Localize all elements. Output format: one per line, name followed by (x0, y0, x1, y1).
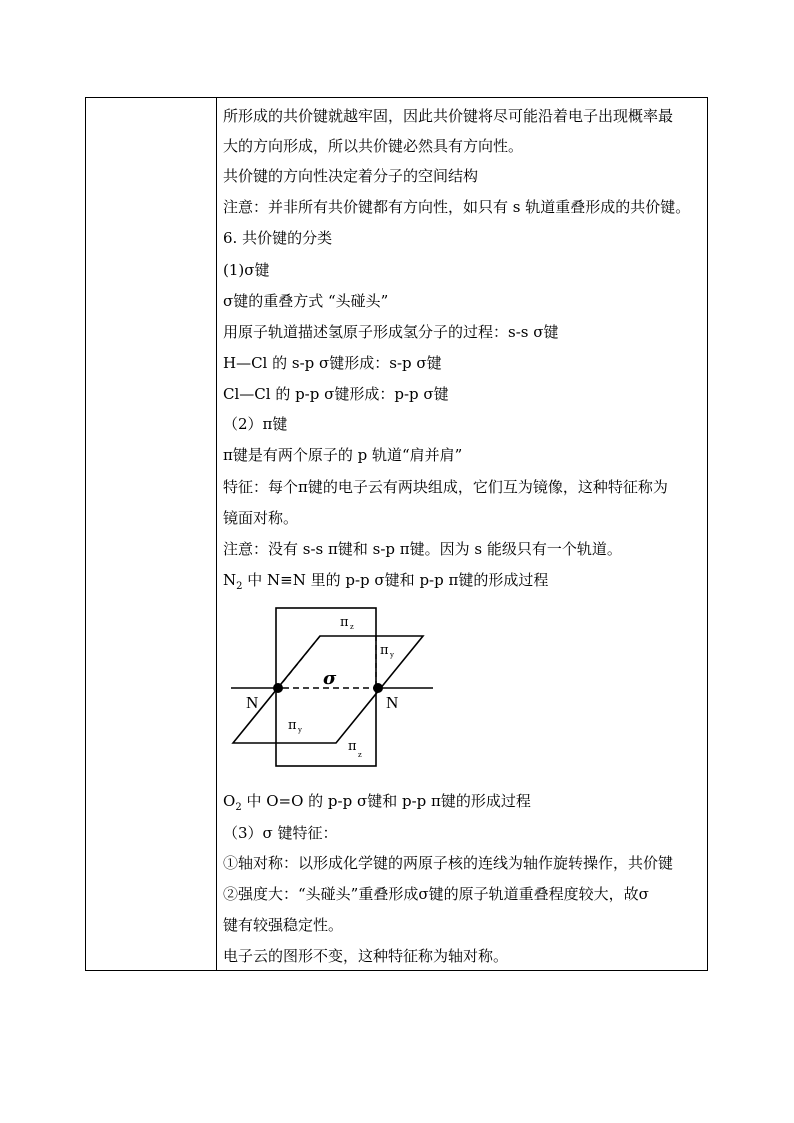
text-line-n2 (223, 570, 548, 597)
nucleus-left (273, 683, 283, 693)
nucleus-right (373, 683, 383, 693)
pi-z-top-label: π (340, 615, 349, 630)
subsection-sigma: (1)σ键 (223, 261, 270, 279)
text-line-3: 共价键的方向性决定着分子的空间结构 (223, 167, 479, 185)
text-line-stability: 键有较强稳定性。 (223, 916, 344, 934)
text-line-hcl: H—Cl 的 s-p σ键形成：s-p σ键 (223, 354, 442, 372)
section-heading-6: 6. 共价键的分类 (223, 229, 333, 247)
text-line-electron-cloud: 电子云的图形不变，这种特征称为轴对称。 (223, 947, 509, 965)
o2-symbol: O (223, 792, 236, 810)
o2-text: 中 O=O 的 p-p σ键和 p-p π键的形成过程 (241, 792, 531, 810)
text-line-hydrogen: 用原子轨道描述氢原子形成氢分子的过程：s-s σ键 (223, 323, 559, 341)
text-line-1: 所形成的共价键就越牢固，因此共价键将尽可能沿着电子出现概率最 (223, 107, 674, 125)
text-line-pi-shoulder: π键是有两个原子的 p 轨道“肩并肩” (223, 446, 463, 464)
content-table (85, 97, 708, 971)
n2-subscript: 2 (236, 581, 243, 592)
o2-subscript: 2 (235, 802, 242, 813)
n-right-label: N (386, 693, 399, 712)
pi-z-bottom-label: π (348, 739, 357, 754)
pi-z-top-sub: z (350, 623, 354, 631)
n-left-label: N (246, 693, 259, 712)
pi-z-bottom-sub: z (358, 751, 362, 759)
subsection-sigma-features: （3）σ 键特征： (223, 824, 338, 842)
text-line-pi-feature: 特征：每个π键的电子云有两块组成，它们互为镜像，这种特征称为 (223, 478, 668, 496)
pi-y-left-sub: y (298, 726, 302, 734)
horizontal-plane (233, 636, 423, 743)
pi-y-right-label: π (380, 643, 389, 658)
sigma-label: σ (323, 668, 337, 689)
text-line-pi-note: 注意：没有 s-s π键和 s-p π键。因为 s 能级只有一个轨道。 (223, 540, 622, 558)
text-line-2: 大的方向形成，所以共价键必然具有方向性。 (223, 137, 524, 155)
text-line-o2 (223, 791, 531, 818)
text-line-clcl: Cl—Cl 的 p-p σ键形成：p-p σ键 (223, 385, 449, 403)
pi-y-right-sub: y (390, 651, 394, 659)
n2-bond-diagram (228, 606, 438, 771)
n2-text: 中 N≡N 里的 p-p σ键和 p-p π键的形成过程 (242, 571, 549, 589)
pi-y-left-label: π (288, 718, 297, 733)
text-line-axial-symmetry: ①轴对称：以形成化学键的两原子核的连线为轴作旋转操作，共价键 (223, 854, 674, 872)
left-column-cell (86, 98, 217, 970)
text-line-mirror: 镜面对称。 (223, 509, 299, 527)
text-line-strength: ②强度大：“头碰头”重叠形成σ键的原子轨道重叠程度较大，故σ (223, 885, 649, 903)
text-line-4: 注意：并非所有共价键都有方向性，如只有 s 轨道重叠形成的共价键。 (223, 198, 691, 216)
n2-bond-svg (228, 606, 438, 771)
n2-symbol: N (223, 571, 237, 589)
text-line-sigma-overlap: σ键的重叠方式 “头碰头” (223, 292, 389, 310)
subsection-pi: （2）π键 (223, 415, 288, 433)
